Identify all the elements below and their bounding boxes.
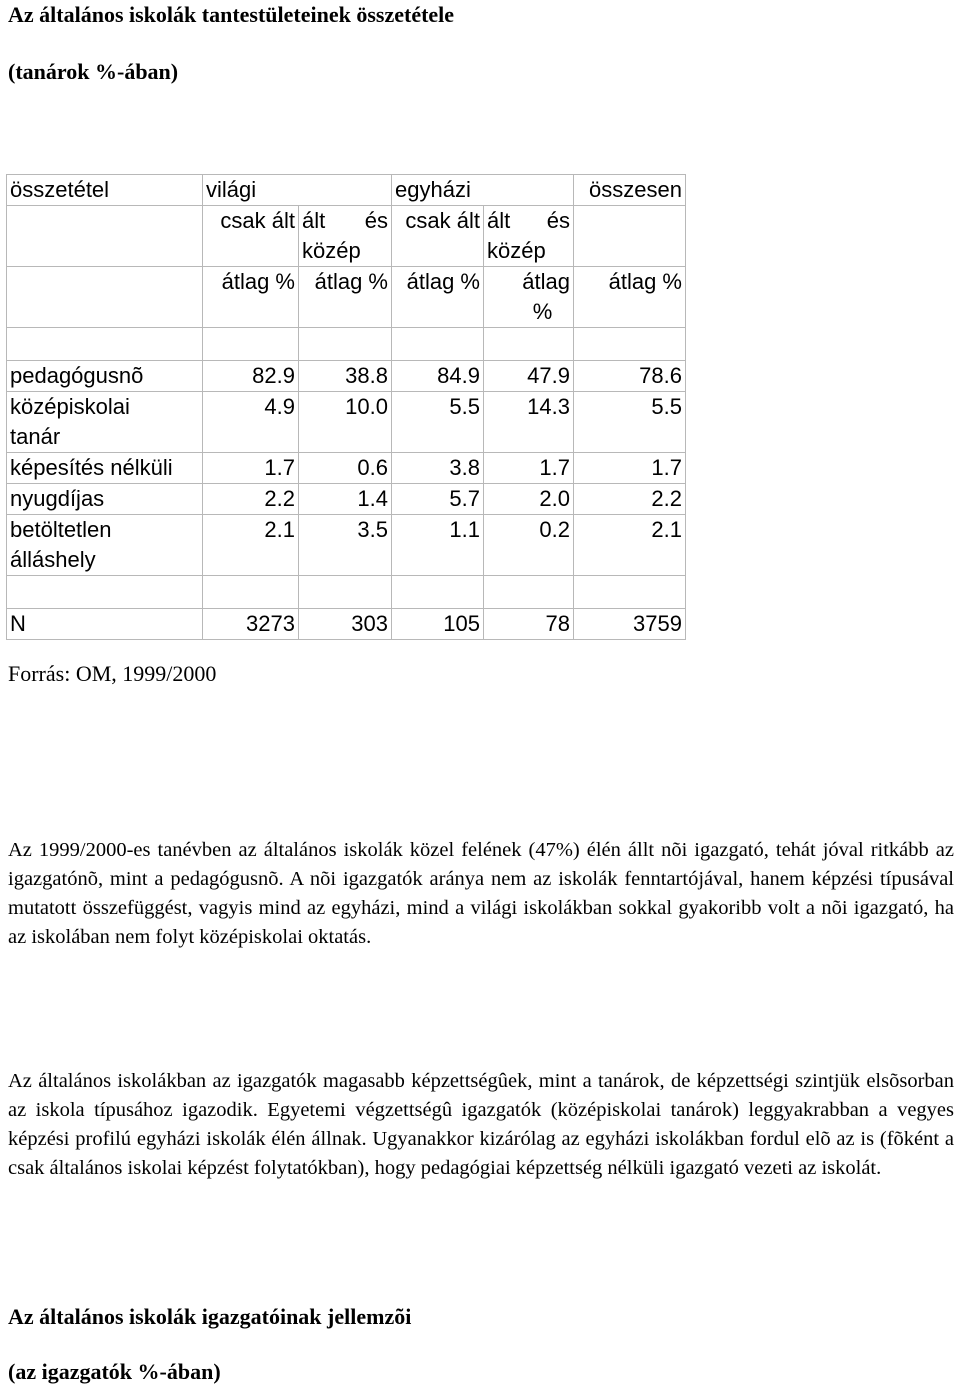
value-cell: 2.1 <box>574 515 686 576</box>
value-cell: 2.2 <box>203 484 299 515</box>
n-label: N <box>7 609 203 640</box>
value-cell: 14.3 <box>484 392 574 453</box>
value-cell: 0.6 <box>299 453 392 484</box>
n-value: 3759 <box>574 609 686 640</box>
header-church-primary-only: csak ált <box>392 206 484 267</box>
row-label: pedagógusnõ <box>7 361 203 392</box>
header-secular-primary-only: csak ált <box>203 206 299 267</box>
value-cell: 2.1 <box>203 515 299 576</box>
section-unit-caption: (az igazgatók %-ában) <box>8 1359 221 1384</box>
value-cell: 84.9 <box>392 361 484 392</box>
value-cell: 82.9 <box>203 361 299 392</box>
header-total: összesen <box>574 175 686 206</box>
value-cell: 10.0 <box>299 392 392 453</box>
paragraph: Az általános iskolákban az igazgatók magasabb képzettségûek, mint a tanárok, de képzettségi szintjük elsõsorban az iskola típusához igazodik. Egyetemi végzettségû igazgatók (középiskolai tanárok) leggyakrabban a vegyes képzési profilú egyházi iskolák élén állnak. Ugyanakkor kizárólag az egyházi iskolákban fordul elõ az is (fõként a csak általános iskolai képzést folytatókban), hogy pedagógiai képzettség nélküli igazgató vezeti az iskolát. <box>8 1070 954 1179</box>
row-label: képesítés nélküli <box>7 453 203 484</box>
header-average-pct-wrapped: átlag % <box>484 267 574 328</box>
table-row <box>7 361 686 392</box>
table-row <box>7 453 686 484</box>
value-cell: 38.8 <box>299 361 392 392</box>
table-title: Az általános iskolák tantestületeinek összetétele <box>8 2 455 27</box>
n-value: 105 <box>392 609 484 640</box>
row-label: középiskolai tanár <box>7 392 203 453</box>
n-value: 3273 <box>203 609 299 640</box>
spacer-row <box>7 576 686 609</box>
n-value: 303 <box>299 609 392 640</box>
header-average-pct: átlag % <box>574 267 686 328</box>
header-secular: világi <box>203 175 392 206</box>
header-average-pct: átlag % <box>203 267 299 328</box>
composition-table <box>6 174 686 640</box>
value-cell: 4.9 <box>203 392 299 453</box>
header-church: egyházi <box>392 175 574 206</box>
value-cell: 0.2 <box>484 515 574 576</box>
paragraph: Az 1999/2000-es tanévben az általános iskolák közel felének (47%) élén állt nõi igazgató, tehát jóval ritkább az igazgatónõ, mint a pedagógusnõ. A nõi igazgatók aránya nem az iskolák fenntartójával, hanem képzési típusával mutatott összefüggést, vagyis mind az egyházi, mind a világi iskolákban sokkal gyakoribb volt a nõi igazgató, ha az iskolában nem folyt középiskolai oktatás. <box>8 839 954 948</box>
header-row-type <box>7 206 686 267</box>
value-cell: 2.0 <box>484 484 574 515</box>
header-row-measure <box>7 267 686 328</box>
value-cell: 5.5 <box>392 392 484 453</box>
value-cell: 1.1 <box>392 515 484 576</box>
section-title: Az általános iskolák igazgatóinak jellemzõi <box>8 1304 412 1329</box>
value-cell: 47.9 <box>484 361 574 392</box>
table-row <box>7 392 686 453</box>
row-label: betöltetlen álláshely <box>7 515 203 576</box>
value-cell: 5.5 <box>574 392 686 453</box>
header-composition: összetétel <box>7 175 203 206</box>
value-cell: 3.8 <box>392 453 484 484</box>
table-row <box>7 484 686 515</box>
value-cell: 1.7 <box>484 453 574 484</box>
n-value: 78 <box>484 609 574 640</box>
value-cell: 78.6 <box>574 361 686 392</box>
value-cell: 1.4 <box>299 484 392 515</box>
value-cell: 1.7 <box>203 453 299 484</box>
value-cell: 2.2 <box>574 484 686 515</box>
row-label: nyugdíjas <box>7 484 203 515</box>
value-cell: 1.7 <box>574 453 686 484</box>
table-unit-caption: (tanárok %-ában) <box>8 59 179 84</box>
source-note: Forrás: OM, 1999/2000 <box>8 661 217 686</box>
n-row <box>7 609 686 640</box>
header-church-primary-secondary: ált és közép <box>484 206 574 267</box>
header-average-pct: átlag % <box>299 267 392 328</box>
header-row-group <box>7 175 686 206</box>
spacer-row <box>7 328 686 361</box>
header-secular-primary-secondary: ált és közép <box>299 206 392 267</box>
value-cell: 5.7 <box>392 484 484 515</box>
table-row <box>7 515 686 576</box>
value-cell: 3.5 <box>299 515 392 576</box>
header-average-pct: átlag % <box>392 267 484 328</box>
